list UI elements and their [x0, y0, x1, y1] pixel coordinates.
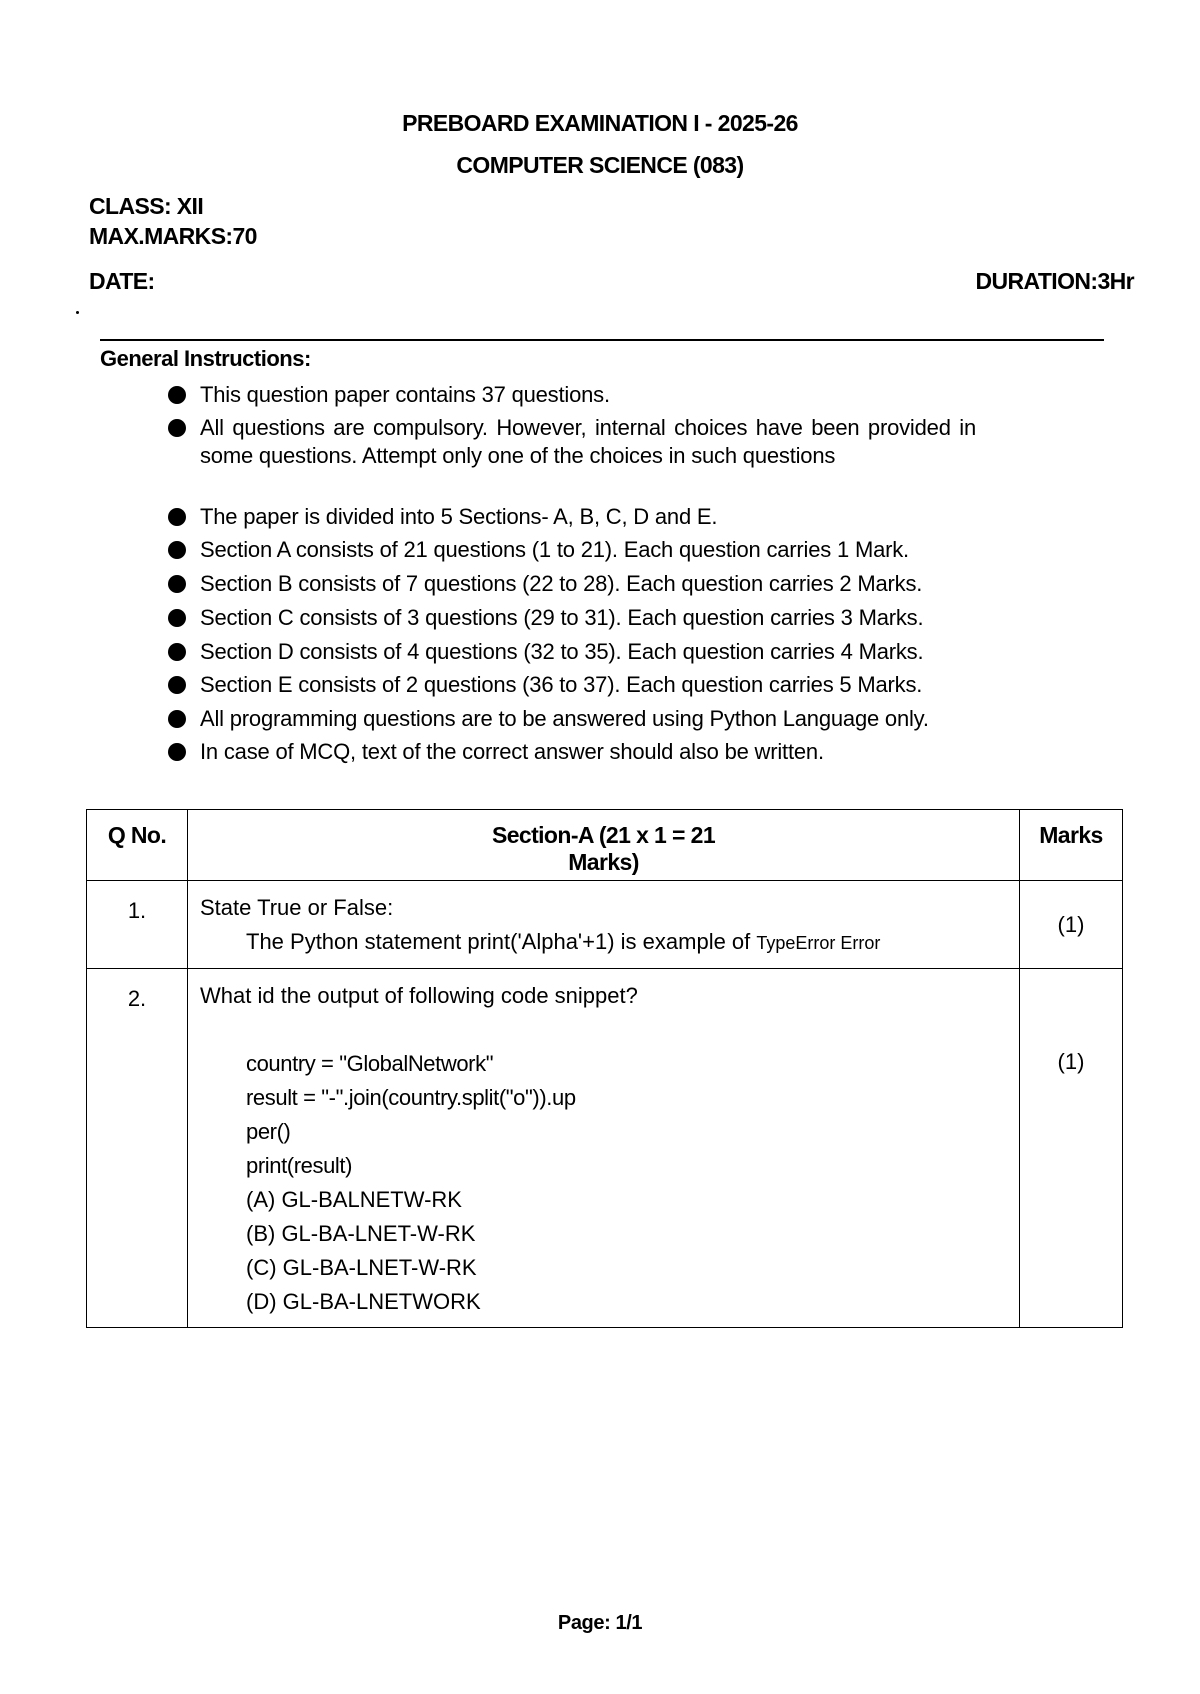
list-item: This question paper contains 37 questions.: [200, 382, 610, 407]
list-item: Section B consists of 7 questions (22 to 28). Each question carries 2 Marks.: [200, 571, 923, 596]
duration-label: DURATION:3Hr: [975, 268, 1134, 294]
answer-note: TypeError Error: [756, 933, 881, 953]
instructions-title: General Instructions:: [100, 346, 311, 371]
stray-dot: [76, 311, 79, 314]
bullet-icon: [168, 575, 186, 593]
bullet-icon: [168, 743, 186, 761]
class-label: CLASS: XII: [89, 193, 204, 219]
code-line: result = "-".join(country.split("o")).upper(): [246, 1085, 576, 1144]
code-line: country = "GlobalNetwork": [246, 1051, 494, 1076]
question-statement: The Python statement print('Alpha'+1) is example of TypeError Error: [246, 929, 881, 954]
question-lead: What id the output of following code snippet?: [200, 983, 638, 1008]
bullet-icon: [168, 419, 186, 437]
option-d: (D) GL-BA-LNETWORK: [246, 1289, 481, 1314]
list-item: Section A consists of 21 questions (1 to 21). Each question carries 1 Mark.: [200, 537, 909, 562]
list-item: In case of MCQ, text of the correct answer should also be written.: [200, 739, 824, 764]
max-marks-label: MAX.MARKS:70: [89, 223, 257, 249]
section-header: Section-A (21 x 1 = 21 Marks): [188, 810, 1020, 881]
question-body: [188, 881, 1020, 969]
table-header-row: [87, 810, 1123, 881]
list-item: Section E consists of 2 questions (36 to 37). Each question carries 5 Marks.: [200, 672, 923, 697]
question-marks: (1): [1020, 881, 1123, 969]
question-number: 1.: [87, 881, 188, 969]
option-b: (B) GL-BA-LNET-W-RK: [246, 1221, 476, 1246]
question-lead: State True or False:: [200, 895, 394, 920]
code-line: print(result): [246, 1153, 353, 1178]
question-marks: (1): [1020, 969, 1123, 1328]
question-table: [86, 809, 1123, 1328]
question-number: 2.: [87, 969, 188, 1328]
bullet-icon: [168, 508, 186, 526]
bullet-icon: [168, 676, 186, 694]
header-divider: [100, 339, 1104, 341]
bullet-icon: [168, 609, 186, 627]
list-item: All questions are compulsory. However, internal choices have been provided in some questions. Attempt only one of the choices in such questions: [200, 415, 976, 468]
exam-title: PREBOARD EXAMINATION I - 2025-26: [402, 110, 798, 136]
page-number: Page: 1/1: [557, 1612, 643, 1634]
q-no-header: Q No.: [87, 810, 188, 881]
table-row: [87, 881, 1123, 969]
marks-header: Marks: [1020, 810, 1123, 881]
date-label: DATE:: [89, 268, 155, 294]
subject-title: COMPUTER SCIENCE (083): [456, 152, 744, 178]
option-c: (C) GL-BA-LNET-W-RK: [246, 1255, 477, 1280]
list-item: Section D consists of 4 questions (32 to 35). Each question carries 4 Marks.: [200, 639, 924, 664]
bullet-icon: [168, 386, 186, 404]
list-item: All programming questions are to be answered using Python Language only.: [200, 706, 929, 731]
option-a: (A) GL-BALNETW-RK: [246, 1187, 462, 1212]
bullet-icon: [168, 643, 186, 661]
list-item: Section C consists of 3 questions (29 to 31). Each question carries 3 Marks.: [200, 605, 924, 630]
bullet-icon: [168, 541, 186, 559]
list-item: The paper is divided into 5 Sections- A, B, C, D and E.: [200, 504, 718, 529]
bullet-icon: [168, 710, 186, 728]
table-row: [87, 969, 1123, 1328]
question-body: [188, 969, 1020, 1328]
